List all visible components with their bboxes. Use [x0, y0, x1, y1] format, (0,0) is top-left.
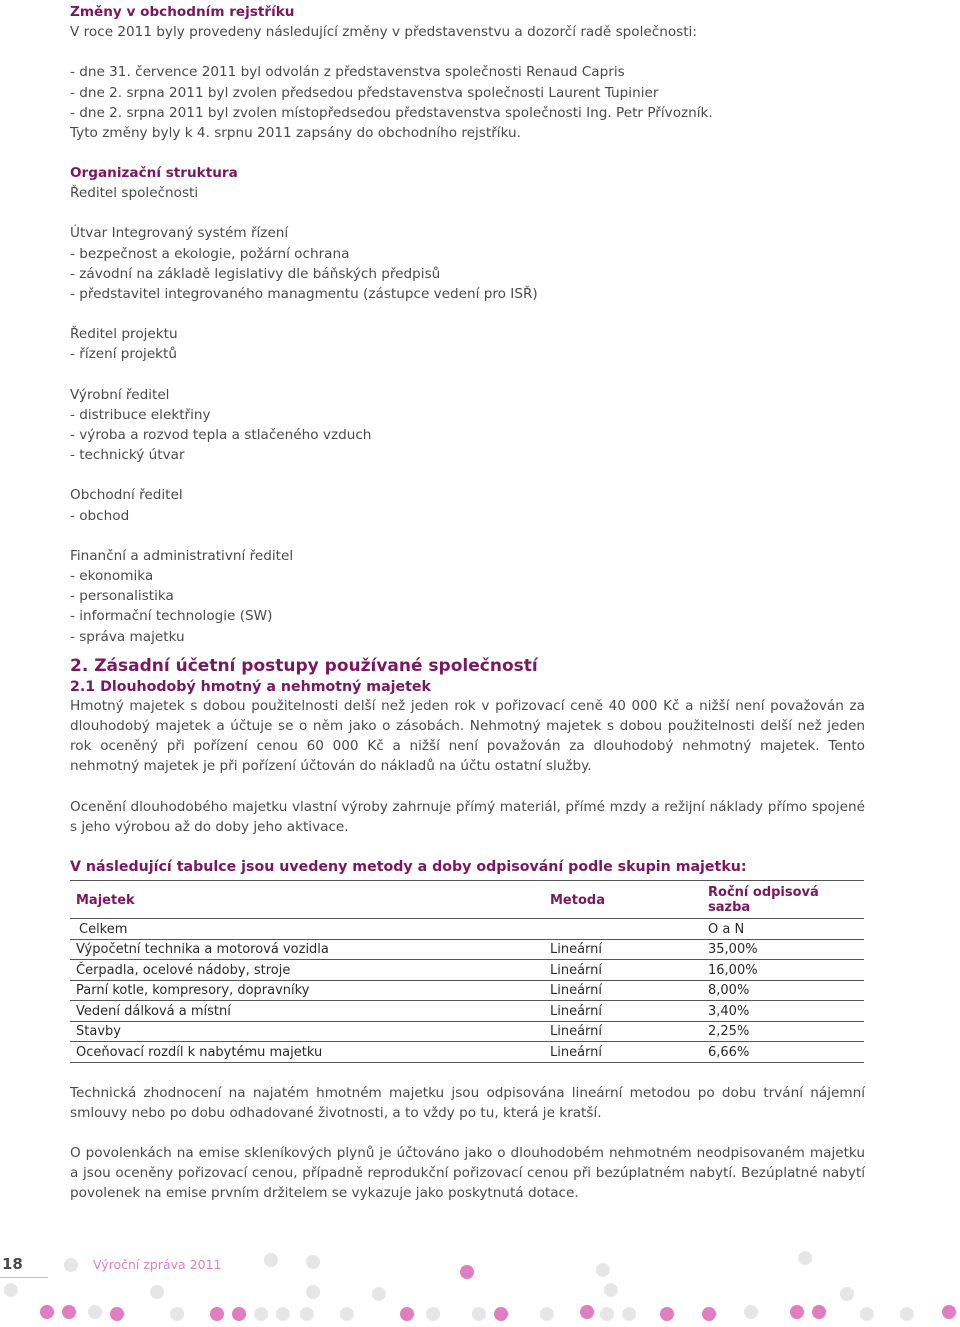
- spacer: [70, 143, 865, 163]
- table-cell: Oceňovací rozdíl k nabytému majetku: [70, 1042, 544, 1063]
- footer-title: Výroční zpráva 2011: [93, 1257, 222, 1272]
- decorative-dot-icon: [40, 1305, 54, 1319]
- page-footer: [0, 1245, 960, 1327]
- spacer: [70, 465, 865, 485]
- decorative-dot-icon: [812, 1305, 826, 1319]
- decorative-dot-icon: [64, 1258, 78, 1272]
- org-line: - technický útvar: [70, 447, 185, 464]
- decorative-dot-icon: [426, 1307, 440, 1321]
- table-cell: Lineární: [544, 1042, 702, 1063]
- page-content: [70, 2, 865, 1204]
- spacer: [70, 42, 865, 62]
- table-cell: Celkem: [70, 919, 544, 940]
- decorative-dot-icon: [264, 1253, 278, 1267]
- registry-lines: [70, 22, 865, 143]
- decorative-dot-icon: [170, 1307, 184, 1321]
- decorative-dot-icon: [900, 1307, 914, 1321]
- paragraph: Technická zhodnocení na najatém hmotném majetku jsou odpisována lineární metodou po dobu trvání nájemní smlouvy nebo po dobu odhadované životnosti, a to vždy po tu, která je kratší.: [70, 1084, 865, 1121]
- decorative-dot-icon: [798, 1251, 812, 1265]
- column-header: Roční odpisová sazba: [702, 881, 864, 919]
- table-cell: 3,40%: [702, 1001, 864, 1022]
- table-title: V následující tabulce jsou uvedeny metody a doby odpisování podle skupin majetku:: [70, 859, 747, 876]
- decorative-dot-icon: [580, 1305, 594, 1319]
- table-row: [70, 960, 864, 981]
- spacer: [70, 526, 865, 546]
- org-line: Ředitel společnosti: [70, 185, 199, 202]
- decorative-dot-icon: [744, 1305, 758, 1319]
- table-row: [70, 1021, 864, 1042]
- decorative-dot-icon: [604, 1283, 618, 1297]
- table-cell: Lineární: [544, 939, 702, 960]
- decorative-dot-icon: [254, 1307, 268, 1321]
- table-cell: 2,25%: [702, 1021, 864, 1042]
- table-row: [70, 919, 864, 940]
- section-heading: 2. Zásadní účetní postupy používané společností: [70, 655, 538, 676]
- decorative-dot-icon: [540, 1307, 554, 1321]
- column-header: Metoda: [544, 881, 702, 919]
- registry-line: V roce 2011 byly provedeny následující změny v představenstvu a dozorčí radě společnosti:: [70, 24, 697, 41]
- decorative-dot-icon: [596, 1263, 610, 1277]
- spacer: [70, 777, 865, 797]
- decorative-dot-icon: [860, 1307, 874, 1321]
- table-cell: O a N: [702, 919, 864, 940]
- org-line: - řízení projektů: [70, 346, 177, 363]
- decorative-dot-icon: [276, 1307, 290, 1321]
- decorative-dot-icon: [372, 1287, 386, 1301]
- org-title: Organizační struktura: [70, 165, 238, 182]
- page-number: 18: [2, 1255, 23, 1273]
- paragraph: Hmotný majetek s dobou použitelnosti delší než jeden rok v pořizovací ceně 40 000 Kč a nižší není považován za dlouhodobý majetek a účtuje se o něm jako o zásobách. Nehmotný majetek s dobou použitelnosti delší než jeden rok oceněný při pořízení cenou 60 000 Kč a nižší není považován za dlouhodobý nehmotný majetek. Tento nehmotný majetek je při pořízení účtován do nákladů na účtu ostatní služby.: [70, 697, 865, 775]
- org-line: - bezpečnost a ekologie, požární ochrana: [70, 245, 350, 262]
- org-line: Útvar Integrovaný systém řízení: [70, 225, 289, 242]
- org-line: - distribuce elektřiny: [70, 406, 211, 423]
- subsection-heading: 2.1 Dlouhodobý hmotný a nehmotný majetek: [70, 678, 431, 695]
- column-header: Majetek: [70, 881, 544, 919]
- table-row: [70, 1042, 864, 1063]
- decorative-dot-icon: [62, 1305, 76, 1319]
- registry-line: - dne 2. srpna 2011 byl zvolen předsedou představenstva společnosti Laurent Tupinier: [70, 84, 659, 101]
- decorative-dot-icon: [88, 1305, 102, 1319]
- paragraph: Ocenění dlouhodobého majetku vlastní výroby zahrnuje přímý materiál, přímé mzdy a režijní náklady přímo spojené s jeho výrobou až do doby jeho aktivace.: [70, 798, 865, 835]
- paragraph: O povolenkách na emise skleníkových plynů je účtováno jako o dlouhodobém nehmotném neodpisovaném majetku a jsou oceněny pořizovací cenou, případně reprodukční pořizovací cenou při bezúplatném nabytí. Bezúplatné nabytí povolenek na emise prvním držitelem se vykazuje jako poskytnutá dotace.: [70, 1145, 865, 1202]
- registry-line: - dne 31. července 2011 byl odvolán z představenstva společnosti Renaud Capris: [70, 64, 625, 81]
- spacer: [70, 647, 865, 653]
- org-line: - závodní na základě legislativy dle báňských předpisů: [70, 265, 441, 282]
- spacer: [70, 1063, 865, 1083]
- org-line: - představitel integrovaného managmentu (zástupce vedení pro ISŘ): [70, 286, 538, 303]
- table-cell: Výpočetní technika a motorová vozidla: [70, 939, 544, 960]
- org-line: Obchodní ředitel: [70, 487, 183, 504]
- footer-divider: [0, 1277, 48, 1278]
- table-row: [70, 980, 864, 1001]
- table-cell: Parní kotle, kompresory, dopravníky: [70, 980, 544, 1001]
- decorative-dot-icon: [840, 1287, 854, 1301]
- decorative-dot-icon: [460, 1265, 474, 1279]
- decorative-dot-icon: [110, 1307, 124, 1321]
- table-cell: 6,66%: [702, 1042, 864, 1063]
- decorative-dot-icon: [622, 1307, 636, 1321]
- table-row: [70, 939, 864, 960]
- table-cell: Vedení dálková a místní: [70, 1001, 544, 1022]
- table-cell: 35,00%: [702, 939, 864, 960]
- decorative-dot-icon: [942, 1305, 956, 1319]
- org-line: - správa majetku: [70, 628, 185, 645]
- decorative-dot-icon: [210, 1307, 224, 1321]
- table-cell: Stavby: [70, 1021, 544, 1042]
- decorative-dot-icon: [600, 1307, 614, 1321]
- org-line: Finanční a administrativní ředitel: [70, 547, 294, 564]
- decorative-dot-icon: [660, 1307, 674, 1321]
- spacer: [70, 1123, 865, 1143]
- table-cell: 8,00%: [702, 980, 864, 1001]
- decorative-dot-icon: [232, 1307, 246, 1321]
- decorative-dot-icon: [306, 1285, 320, 1299]
- spacer: [70, 304, 865, 324]
- org-line: Výrobní ředitel: [70, 386, 170, 403]
- spacer: [70, 837, 865, 857]
- decorative-dot-icon: [340, 1307, 354, 1321]
- decorative-dot-icon: [472, 1307, 486, 1321]
- table-cell: Lineární: [544, 1021, 702, 1042]
- decorative-dot-icon: [702, 1307, 716, 1321]
- decorative-dot-icon: [150, 1285, 164, 1299]
- org-line: - výroba a rozvod tepla a stlačeného vzduch: [70, 427, 372, 444]
- org-line: - informační technologie (SW): [70, 608, 273, 625]
- org-lines: [70, 183, 865, 647]
- table-cell: [544, 919, 702, 940]
- spacer: [70, 365, 865, 385]
- registry-line: - dne 2. srpna 2011 byl zvolen místopředsedou představenstva společnosti Ing. Petr Přívozník.: [70, 104, 713, 121]
- table-cell: Lineární: [544, 980, 702, 1001]
- decorative-dot-icon: [494, 1307, 508, 1321]
- registry-line: Tyto změny byly k 4. srpnu 2011 zapsány do obchodního rejstříku.: [70, 125, 521, 142]
- table-header-row: [70, 881, 864, 919]
- org-line: - ekonomika: [70, 568, 154, 585]
- decorative-dot-icon: [400, 1307, 414, 1321]
- table-row: [70, 1001, 864, 1022]
- decorative-dot-icon: [790, 1305, 804, 1319]
- decorative-dot-icon: [4, 1283, 18, 1297]
- org-line: - personalistika: [70, 588, 174, 605]
- decorative-dot-icon: [300, 1307, 314, 1321]
- table-cell: Lineární: [544, 960, 702, 981]
- decorative-dot-icon: [306, 1255, 320, 1269]
- depreciation-table: [70, 880, 864, 1063]
- spacer: [70, 203, 865, 223]
- org-line: - obchod: [70, 507, 130, 524]
- table-cell: 16,00%: [702, 960, 864, 981]
- org-line: Ředitel projektu: [70, 326, 178, 343]
- registry-title: Změny v obchodním rejstříku: [70, 4, 295, 20]
- table-cell: Čerpadla, ocelové nádoby, stroje: [70, 960, 544, 981]
- table-cell: Lineární: [544, 1001, 702, 1022]
